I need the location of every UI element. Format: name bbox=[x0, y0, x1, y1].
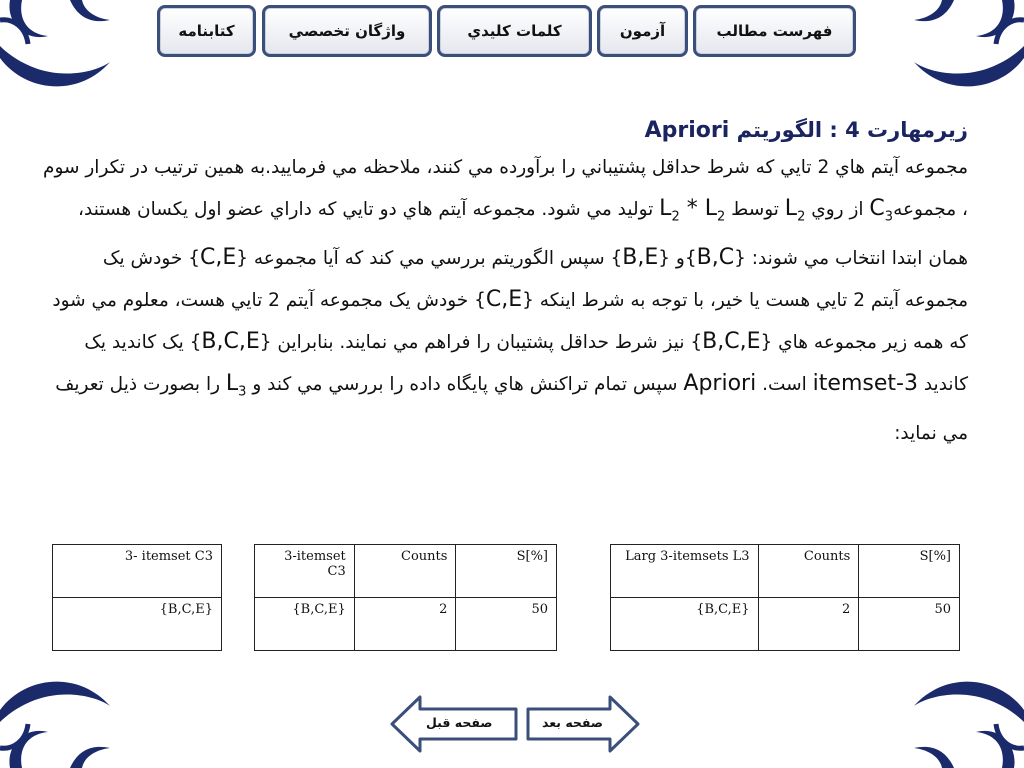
symbol-l3: $L_3$ bbox=[225, 371, 247, 400]
table-header-cell: 3-itemset C3 bbox=[255, 545, 355, 598]
table-header-cell: S[%] bbox=[456, 545, 557, 598]
table-cell: 50 bbox=[456, 598, 557, 651]
set-bc: B,C bbox=[696, 245, 735, 271]
text-run: مجموعه آيتم هاي 2 تايي که شرط حداقل پشتيباني را برآورده مي کنند، ملاحظه مي فرماييد.به همين ترتيب در تکرار سوم ، مجموعه bbox=[42, 157, 968, 220]
table-cell: 2 bbox=[354, 598, 456, 651]
main-content bbox=[36, 118, 968, 454]
term-apriori: Apriori bbox=[683, 371, 757, 397]
set-be: B,E bbox=[622, 245, 659, 271]
symbol-l2: $L_2$ bbox=[784, 196, 806, 225]
set-ce: C,E bbox=[199, 245, 237, 271]
text-run: را بصورت ذيل تعريف مي نمايد: bbox=[55, 374, 968, 444]
set-ce: C,E bbox=[485, 287, 523, 313]
text-run: } خودش يک مجموعه آيتم 2 تايي هست، معلوم مي شود که همه زير مجموعه هاي { bbox=[52, 290, 968, 354]
large-itemsets-table bbox=[610, 544, 960, 651]
table-header-cell: Larg 3-itemsets L3 bbox=[611, 545, 759, 598]
term-3-itemset: 3-itemset bbox=[812, 371, 918, 397]
body-paragraph bbox=[36, 147, 968, 454]
text-run: } نيز شرط حداقل پشتيبان را فراهم مي نمايند. بنابراين { bbox=[259, 332, 703, 354]
text-run: توسط bbox=[725, 199, 785, 220]
table-cell: {B,C,E} bbox=[53, 598, 222, 651]
table-header-cell: S[%] bbox=[859, 545, 960, 598]
text-run: از روي bbox=[805, 199, 870, 220]
text-run: } يک کانديد يک کانديد bbox=[84, 332, 968, 396]
corner-ornament-top-left bbox=[0, 0, 125, 100]
nav-keywords-button[interactable]: کلمات کليدي bbox=[437, 5, 592, 57]
table-header-cell: Counts bbox=[354, 545, 456, 598]
nav-bibliography-button[interactable]: کتابنامه bbox=[157, 5, 256, 57]
corner-ornament-bottom-left bbox=[0, 668, 125, 768]
count-table bbox=[254, 544, 557, 651]
set-bce: B,C,E bbox=[702, 329, 761, 355]
heading-prefix: زيرمهارت 4 : الگوريتم bbox=[729, 118, 968, 142]
text-run: سپس تمام تراکنش هاي پايگاه داده را بررسي مي کند و bbox=[246, 374, 684, 396]
nav-contents-button[interactable]: فهرست مطالب bbox=[693, 5, 856, 57]
table-cell: 50 bbox=[859, 598, 960, 651]
previous-page-label: صفحه قبل bbox=[426, 715, 493, 730]
formula-l2-join: $L_2 * L_2$ bbox=[659, 196, 726, 225]
table-cell: {B,C,E} bbox=[255, 598, 355, 651]
heading-algo-name: Apriori bbox=[644, 118, 730, 143]
table-header-cell: 3- itemset C3 bbox=[53, 545, 222, 598]
nav-glossary-button[interactable]: واژگان تخصصي bbox=[262, 5, 432, 57]
next-page-button[interactable] bbox=[526, 695, 640, 753]
set-bce: B,C,E bbox=[201, 329, 260, 355]
next-page-label: صفحه بعد bbox=[542, 715, 603, 730]
text-run: }و { bbox=[658, 248, 697, 270]
table-cell: 2 bbox=[758, 598, 859, 651]
text-run: توليد مي شود. مجموعه آيتم هاي دو تايي که داراي عضو اول يکسان هستند، همان ابتدا انتخاب مي شوند: { bbox=[78, 199, 968, 270]
table-cell: {B,C,E} bbox=[611, 598, 759, 651]
section-heading bbox=[36, 118, 968, 143]
nav-quiz-button[interactable]: آزمون bbox=[597, 5, 688, 57]
symbol-c3: $C_3$ bbox=[869, 196, 894, 225]
text-run: } سپس الگوريتم بررسي مي کند که آيا مجموعه { bbox=[236, 248, 623, 270]
previous-page-button[interactable] bbox=[390, 695, 518, 753]
corner-ornament-bottom-right bbox=[899, 668, 1024, 768]
corner-ornament-top-right bbox=[899, 0, 1024, 100]
text-run: است. bbox=[756, 374, 813, 396]
text-run: } خودش يک مجموعه آيتم 2 تايي هست يا خير، با توجه به شرط اينکه { bbox=[102, 248, 968, 312]
candidate-table bbox=[52, 544, 222, 651]
table-header-cell: Counts bbox=[758, 545, 859, 598]
